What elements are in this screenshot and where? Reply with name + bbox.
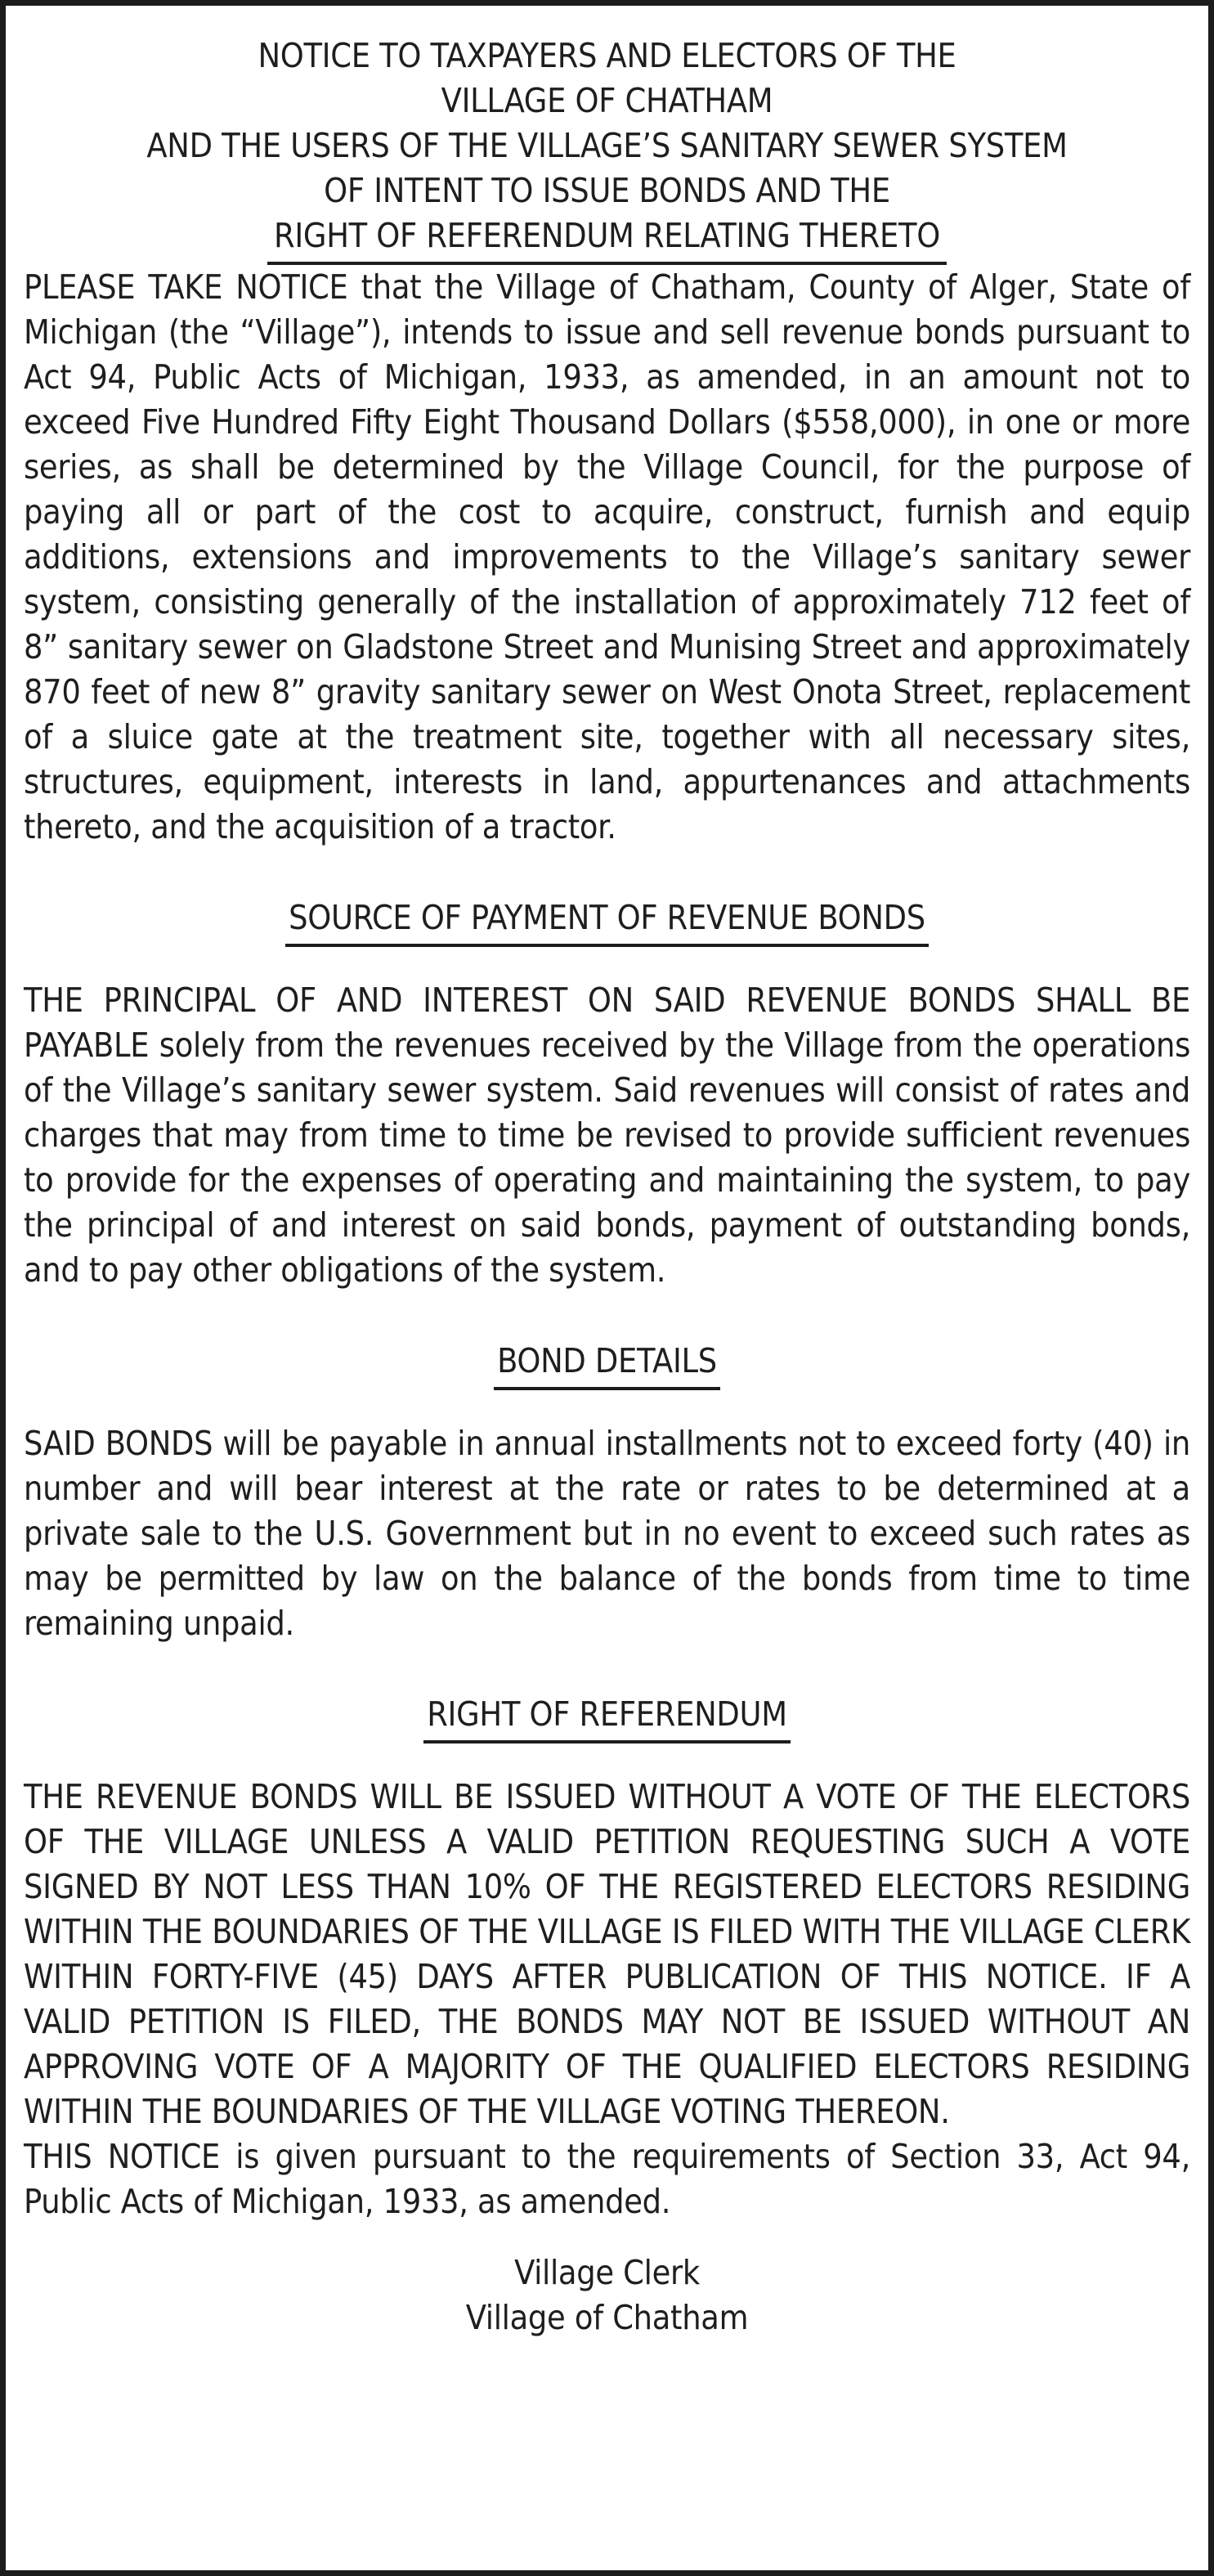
intro-paragraph: PLEASE TAKE NOTICE that the Village of Chatham, County of Alger, State of Michigan (the “Village”), intends to issue and sell revenue bonds pursuant to Act 94, Public Acts of Michigan, 1933, as amended, in an amount not to exceed Five Hundred Fifty Eight Thousand Dollars ($558,000), in one or more series, as shall be determined by the Village Council, for the purpose of paying all or part of the cost to acquire, construct, furnish and equip additions, extensions and improvements to the Village’s sanitary sewer system, consisting generally of the installation of approximately 712 feet of 8” sanitary sewer on Gladstone Street and Munising Street and approximately 870 feet of new 8” gravity sanitary sewer on West Onota Street, replacement of a sluice gate at the treatment site, together with all necessary sites, structures, equipment, interests in land, appurtenances and attachments thereto, and the acquisition of a tractor. xyxy=(24,267,1190,846)
notice-title-line-2: VILLAGE OF CHATHAM xyxy=(441,81,773,120)
source-of-payment-paragraph: THE PRINCIPAL OF AND INTEREST ON SAID REVENUE BONDS SHALL BE PAYABLE solely from the revenues received by the Village from the operations of the Village’s sanitary sewer system. Said revenues will consist of rates and charges that may from time to time be revised to provide sufficient revenues to provide for the expenses of operating and maintaining the system, to pay the principal of and interest on said bonds, payment of outstanding bonds, and to pay other obligations of the system. xyxy=(24,981,1190,1290)
heading-bond-details-text: BOND DETAILS xyxy=(494,1339,720,1390)
signature-village: Village of Chatham xyxy=(465,2298,749,2337)
heading-right-of-referendum-text: RIGHT OF REFERENDUM xyxy=(423,1692,791,1744)
notice-title-line-4: OF INTENT TO ISSUE BONDS AND THE xyxy=(324,171,890,210)
heading-source-of-payment-text: SOURCE OF PAYMENT OF REVENUE BONDS xyxy=(285,895,929,947)
heading-right-of-referendum xyxy=(24,1692,1190,1744)
right-of-referendum-paragraph: THE REVENUE BONDS WILL BE ISSUED WITHOUT A VOTE OF THE ELECTORS OF THE VILLAGE UNLESS A VALID PETITION REQUESTING SUCH A VOTE SIGNED BY NOT LESS THAN 10% OF THE REGISTERED ELECTORS RESIDING WITHIN THE BOUNDARIES OF THE VILLAGE IS FILED WITH THE VILLAGE CLERK WITHIN FORTY-FIVE (45) DAYS AFTER PUBLICATION OF THIS NOTICE. IF A VALID PETITION IS FILED, THE BONDS MAY NOT BE ISSUED WITHOUT AN APPROVING VOTE OF A MAJORITY OF THE QUALIFIED ELECTORS RESIDING WITHIN THE BOUNDARIES OF THE VILLAGE VOTING THEREON. xyxy=(24,1777,1190,2131)
signature-block xyxy=(24,2251,1190,2340)
signature-clerk: Village Clerk xyxy=(514,2253,700,2292)
heading-bond-details xyxy=(24,1339,1190,1390)
notice-title-underlined-text: RIGHT OF REFERENDUM RELATING THERETO xyxy=(267,213,947,265)
notice-title-line-3: AND THE USERS OF THE VILLAGE’S SANITARY SEWER SYSTEM xyxy=(146,126,1068,165)
notice-title-line-5 xyxy=(24,213,1190,265)
notice-title-line-1: NOTICE TO TAXPAYERS AND ELECTORS OF THE xyxy=(258,36,956,75)
notice-title xyxy=(24,34,1190,265)
closing-paragraph: THIS NOTICE is given pursuant to the requirements of Section 33, Act 94, Public Acts of Michigan, 1933, as amended. xyxy=(24,2137,1190,2221)
bond-details-paragraph: SAID BONDS will be payable in annual installments not to exceed forty (40) in number and will bear interest at the rate or rates to be determined at a private sale to the U.S. Government but in no event to exceed such rates as may be permitted by law on the balance of the bonds from time to time remaining unpaid. xyxy=(24,1424,1190,1643)
heading-source-of-payment xyxy=(24,895,1190,947)
